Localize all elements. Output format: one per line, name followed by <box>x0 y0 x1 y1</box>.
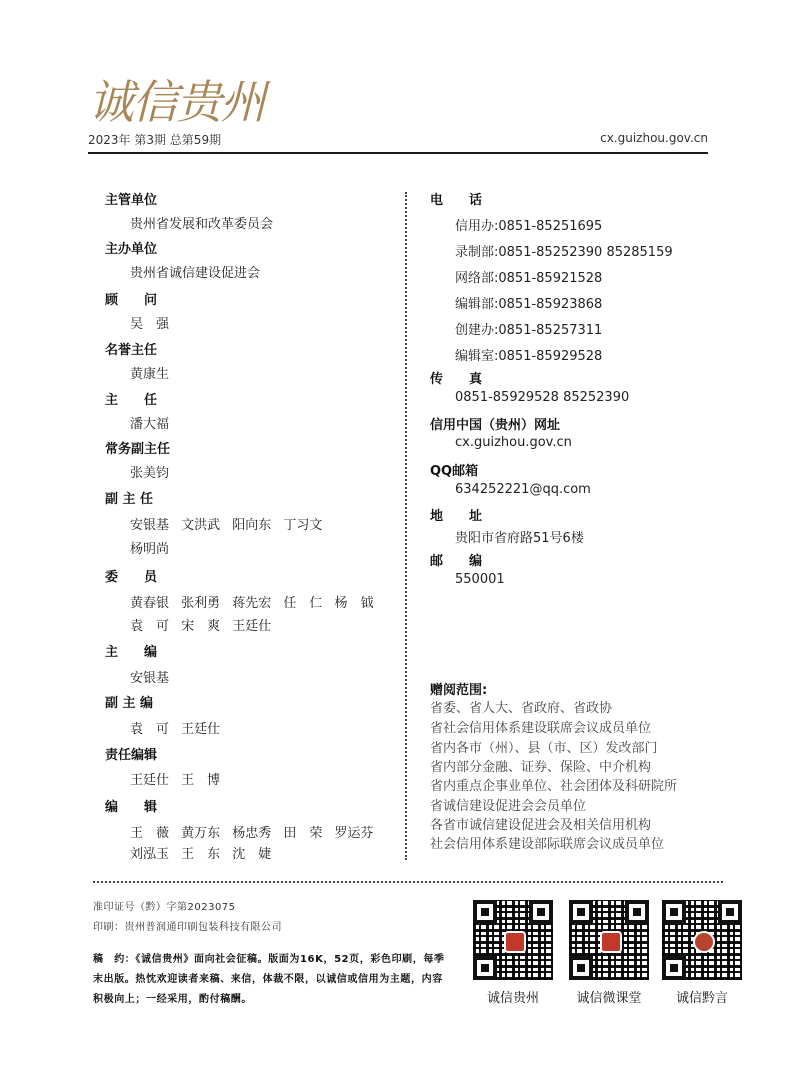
label-advisor: 顾 问 <box>105 293 158 308</box>
value-members-1: 黄春银 张利勇 蒋先宏 任 仁 杨 钺 <box>130 596 374 611</box>
label-deputy-chief-editor: 副 主 编 <box>105 696 154 711</box>
phone-network: 网络部:0851-85921528 <box>455 271 603 286</box>
label-executive-deputy: 常务副主任 <box>105 442 171 457</box>
distribution-item: 社会信用体系建设部际联席会议成员单位 <box>430 837 665 852</box>
magazine-logo: 诚信贵州 <box>88 75 264 129</box>
value-deputy-director-1: 安银基 文洪武 阳向东 丁习文 <box>130 518 323 533</box>
submission-note: 稿 约：《诚信贵州》面向社会征稿。版面为16K，52页，彩色印刷，每季末出版。热忱欢迎读者来稿、来信，体裁不限，以诚信或信用为主题，内容积极向上；一经采用，酌付稿酬。 <box>93 954 445 1005</box>
value-executive-deputy: 张美钧 <box>130 466 170 481</box>
header-divider <box>88 152 708 154</box>
label-members: 委 员 <box>105 570 158 585</box>
distribution-item: 省内重点企事业单位、社会团体及科研院所 <box>430 779 678 794</box>
label-distribution: 赠阅范围: <box>430 683 488 698</box>
label-deputy-director: 副 主 任 <box>105 492 154 507</box>
website-link[interactable]: cx.guizhou.gov.cn <box>600 131 708 145</box>
value-qq-email[interactable]: 634252221@qq.com <box>455 482 591 497</box>
column-divider <box>405 192 407 860</box>
value-editors-2: 刘泓玉 王 东 沈 婕 <box>130 847 272 862</box>
value-supervisor: 贵州省发展和改革委员会 <box>130 217 274 232</box>
value-address: 贵阳市省府路51号6楼 <box>455 531 584 546</box>
label-qq-email: QQ邮箱 <box>430 464 479 479</box>
qr-code-qianyan[interactable] <box>662 900 742 980</box>
cxgz-logo-icon <box>504 931 526 953</box>
label-address: 地 址 <box>430 509 483 524</box>
label-director: 主 任 <box>105 393 158 408</box>
distribution-item: 省内各市（州）、县（市、区）发改部门 <box>430 741 658 756</box>
label-fax: 传 真 <box>430 372 483 387</box>
value-website[interactable]: cx.guizhou.gov.cn <box>455 435 572 450</box>
seal-logo-icon <box>693 931 715 953</box>
label-honorary-director: 名誉主任 <box>105 343 158 358</box>
value-fax: 0851-85929528 85252390 <box>455 390 630 405</box>
value-postcode: 550001 <box>455 572 505 587</box>
value-members-2: 袁 可 宋 爽 王廷仕 <box>130 619 272 634</box>
phone-credit-office: 信用办:0851-85251695 <box>455 219 603 234</box>
distribution-item: 省委、省人大、省政府、省政协 <box>430 701 613 716</box>
value-sponsor: 贵州省诚信建设促进会 <box>130 266 261 281</box>
distribution-item: 各省市诚信建设促进会及相关信用机构 <box>430 818 652 833</box>
value-deputy-director-2: 杨明尚 <box>130 542 170 557</box>
print-permit: 准印证号（黔）字第2023075 <box>93 902 236 913</box>
qr-label-qianyan: 诚信黔言 <box>675 991 728 1006</box>
value-responsible-editor: 王廷仕 王 博 <box>130 773 221 788</box>
distribution-item: 省诚信建设促进会会员单位 <box>430 799 587 814</box>
distribution-item: 省社会信用体系建设联席会议成员单位 <box>430 721 652 736</box>
value-chief-editor: 安银基 <box>130 671 170 686</box>
label-phone: 电 话 <box>430 193 483 208</box>
qr-label-micro-class: 诚信微课堂 <box>576 991 642 1006</box>
distribution-item: 省内部分金融、证券、保险、中介机构 <box>430 760 652 775</box>
phone-creation-office: 创建办:0851-85257311 <box>455 323 603 338</box>
label-editors: 编 辑 <box>105 800 158 815</box>
value-advisor: 吴 强 <box>130 317 170 332</box>
qr-label-cxgz: 诚信贵州 <box>486 991 539 1006</box>
value-honorary-director: 黄康生 <box>130 367 170 382</box>
value-director: 潘大福 <box>130 417 170 432</box>
label-website: 信用中国（贵州）网址 <box>430 418 561 433</box>
footer-divider <box>93 881 723 883</box>
qr-code-cxgz[interactable] <box>473 900 553 980</box>
issue-info: 2023年 第3期 总第59期 <box>88 133 222 147</box>
label-supervisor: 主管单位 <box>105 193 158 208</box>
printer-info: 印刷：贵州普润通印刷包装科技有限公司 <box>93 922 282 933</box>
value-deputy-chief-editor: 袁 可 王廷仕 <box>130 722 221 737</box>
video-logo-icon <box>600 931 622 953</box>
phone-editing-room: 编辑室:0851-85929528 <box>455 349 603 364</box>
label-sponsor: 主办单位 <box>105 242 158 257</box>
phone-editorial: 编辑部:0851-85923868 <box>455 297 603 312</box>
phone-recording: 录制部:0851-85252390 85285159 <box>455 245 673 260</box>
label-postcode: 邮 编 <box>430 554 483 569</box>
label-responsible-editor: 责任编辑 <box>105 748 158 763</box>
qr-code-micro-class[interactable] <box>569 900 649 980</box>
label-chief-editor: 主 编 <box>105 645 158 660</box>
value-editors-1: 王 薇 黄万东 杨忠秀 田 荣 罗运芬 <box>130 826 374 841</box>
